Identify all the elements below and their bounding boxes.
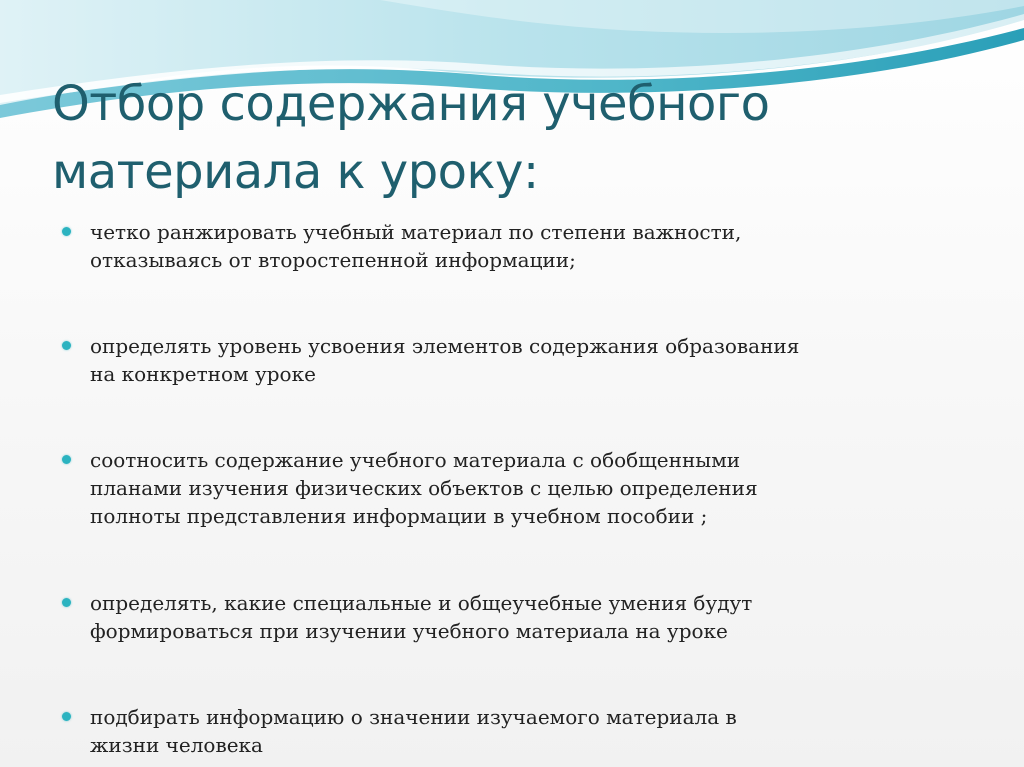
round-bullet-icon: [62, 341, 71, 350]
bullet-text-line: четко ранжировать учебный материал по степени важности,: [90, 220, 742, 244]
bullet-text-line: определять уровень усвоения элементов содержания образования: [90, 334, 800, 358]
slide-title-line: материала к уроку:: [52, 144, 539, 200]
bullet-list: [60, 218, 960, 767]
bullet-text-line: формироваться при изучении учебного материала на уроке: [90, 619, 728, 643]
bullet-text-line: определять, какие специальные и общеучебные умения будут: [90, 591, 753, 615]
bullet-item: [60, 703, 960, 759]
bullet-text-line: жизни человека: [90, 733, 263, 757]
bullet-text-line: на конкретном уроке: [90, 362, 316, 386]
bullet-text-line: полноты представления информации в учебном пособии ;: [90, 504, 708, 528]
slide-title: [52, 70, 952, 206]
round-bullet-icon: [62, 455, 71, 464]
round-bullet-icon: [62, 227, 71, 236]
round-bullet-icon: [62, 598, 71, 607]
bullet-item: [60, 589, 960, 645]
bullet-text-line: планами изучения физических объектов с целью определения: [90, 476, 758, 500]
bullet-item: [60, 332, 960, 388]
bullet-text-line: соотносить содержание учебного материала с обобщенными: [90, 448, 741, 472]
bullet-text-line: отказываясь от второстепенной информации;: [90, 248, 576, 272]
slide-title-line: Отбор содержания учебного: [52, 76, 770, 132]
bullet-text-line: подбирать информацию о значении изучаемого материала в: [90, 705, 737, 729]
round-bullet-icon: [62, 712, 71, 721]
bullet-item: [60, 218, 960, 274]
bullet-item: [60, 446, 960, 530]
